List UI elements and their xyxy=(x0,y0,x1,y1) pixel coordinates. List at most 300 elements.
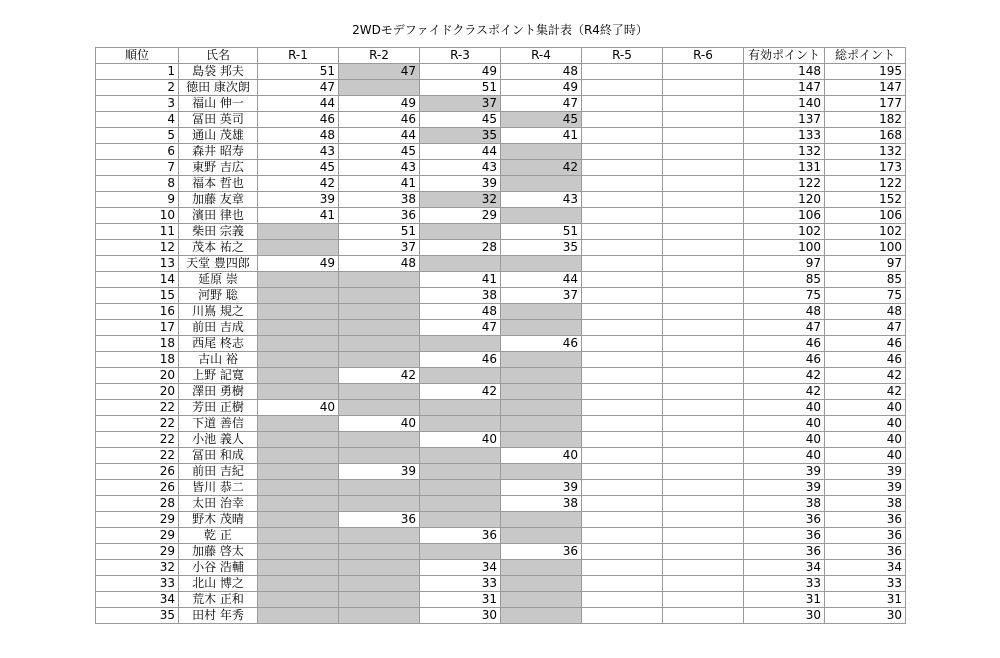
round-6-cell xyxy=(663,96,744,112)
round-2-cell xyxy=(339,448,420,464)
round-3-cell: 34 xyxy=(420,560,501,576)
round-6-cell xyxy=(663,384,744,400)
round-3-cell: 39 xyxy=(420,176,501,192)
round-6-cell xyxy=(663,176,744,192)
round-4-cell: 48 xyxy=(501,64,582,80)
name-cell: 徳田 康次朗 xyxy=(179,80,258,96)
round-6-cell xyxy=(663,128,744,144)
rank-cell: 13 xyxy=(96,256,179,272)
round-3-cell: 33 xyxy=(420,576,501,592)
table-row xyxy=(96,288,906,304)
rank-cell: 28 xyxy=(96,496,179,512)
round-1-cell: 46 xyxy=(258,112,339,128)
round-1-cell: 42 xyxy=(258,176,339,192)
round-1-cell xyxy=(258,448,339,464)
round-1-cell xyxy=(258,240,339,256)
column-header: 氏名 xyxy=(179,48,258,64)
rank-cell: 22 xyxy=(96,432,179,448)
round-1-cell: 49 xyxy=(258,256,339,272)
round-3-cell: 28 xyxy=(420,240,501,256)
round-5-cell xyxy=(582,480,663,496)
round-2-cell: 37 xyxy=(339,240,420,256)
name-cell: 冨田 和成 xyxy=(179,448,258,464)
round-5-cell xyxy=(582,80,663,96)
round-2-cell: 36 xyxy=(339,208,420,224)
rank-cell: 32 xyxy=(96,560,179,576)
table-row xyxy=(96,400,906,416)
total-points-cell: 102 xyxy=(825,224,906,240)
column-header: R-1 xyxy=(258,48,339,64)
valid-points-cell: 131 xyxy=(744,160,825,176)
total-points-cell: 46 xyxy=(825,336,906,352)
round-6-cell xyxy=(663,112,744,128)
round-3-cell: 42 xyxy=(420,384,501,400)
total-points-cell: 97 xyxy=(825,256,906,272)
round-1-cell: 43 xyxy=(258,144,339,160)
rank-cell: 22 xyxy=(96,400,179,416)
rank-cell: 22 xyxy=(96,448,179,464)
total-points-cell: 85 xyxy=(825,272,906,288)
round-4-cell xyxy=(501,352,582,368)
total-points-cell: 38 xyxy=(825,496,906,512)
round-5-cell xyxy=(582,304,663,320)
table-row xyxy=(96,512,906,528)
table-row xyxy=(96,144,906,160)
round-5-cell xyxy=(582,224,663,240)
rank-cell: 6 xyxy=(96,144,179,160)
round-4-cell xyxy=(501,416,582,432)
table-row xyxy=(96,80,906,96)
round-3-cell: 44 xyxy=(420,144,501,160)
round-3-cell: 36 xyxy=(420,528,501,544)
table-row xyxy=(96,320,906,336)
column-header: R-2 xyxy=(339,48,420,64)
total-points-cell: 40 xyxy=(825,448,906,464)
round-6-cell xyxy=(663,256,744,272)
round-3-cell xyxy=(420,496,501,512)
table-row xyxy=(96,576,906,592)
round-2-cell: 47 xyxy=(339,64,420,80)
round-4-cell xyxy=(501,432,582,448)
valid-points-cell: 31 xyxy=(744,592,825,608)
round-3-cell xyxy=(420,544,501,560)
total-points-cell: 39 xyxy=(825,464,906,480)
total-points-cell: 75 xyxy=(825,288,906,304)
valid-points-cell: 42 xyxy=(744,368,825,384)
table-row xyxy=(96,128,906,144)
name-cell: 通山 茂雄 xyxy=(179,128,258,144)
round-5-cell xyxy=(582,240,663,256)
valid-points-cell: 102 xyxy=(744,224,825,240)
rank-cell: 22 xyxy=(96,416,179,432)
name-cell: 加藤 啓太 xyxy=(179,544,258,560)
round-1-cell: 47 xyxy=(258,80,339,96)
rank-cell: 11 xyxy=(96,224,179,240)
total-points-cell: 122 xyxy=(825,176,906,192)
round-5-cell xyxy=(582,208,663,224)
round-5-cell xyxy=(582,272,663,288)
round-6-cell xyxy=(663,512,744,528)
round-4-cell xyxy=(501,304,582,320)
column-header: 順位 xyxy=(96,48,179,64)
round-4-cell: 47 xyxy=(501,96,582,112)
round-4-cell xyxy=(501,560,582,576)
rank-cell: 35 xyxy=(96,608,179,624)
table-row xyxy=(96,224,906,240)
table-row xyxy=(96,368,906,384)
round-4-cell xyxy=(501,400,582,416)
round-6-cell xyxy=(663,480,744,496)
round-4-cell xyxy=(501,384,582,400)
round-6-cell xyxy=(663,464,744,480)
round-5-cell xyxy=(582,608,663,624)
round-2-cell xyxy=(339,304,420,320)
total-points-cell: 31 xyxy=(825,592,906,608)
name-cell: 野木 茂晴 xyxy=(179,512,258,528)
rank-cell: 8 xyxy=(96,176,179,192)
total-points-cell: 48 xyxy=(825,304,906,320)
name-cell: 濱田 律也 xyxy=(179,208,258,224)
round-2-cell: 51 xyxy=(339,224,420,240)
round-3-cell: 51 xyxy=(420,80,501,96)
valid-points-cell: 48 xyxy=(744,304,825,320)
rank-cell: 29 xyxy=(96,544,179,560)
round-5-cell xyxy=(582,288,663,304)
valid-points-cell: 38 xyxy=(744,496,825,512)
name-cell: 乾 正 xyxy=(179,528,258,544)
round-3-cell: 31 xyxy=(420,592,501,608)
round-6-cell xyxy=(663,544,744,560)
round-3-cell: 45 xyxy=(420,112,501,128)
round-5-cell xyxy=(582,544,663,560)
valid-points-cell: 40 xyxy=(744,400,825,416)
valid-points-cell: 40 xyxy=(744,416,825,432)
round-1-cell xyxy=(258,384,339,400)
valid-points-cell: 132 xyxy=(744,144,825,160)
total-points-cell: 36 xyxy=(825,528,906,544)
table-row xyxy=(96,240,906,256)
round-2-cell: 43 xyxy=(339,160,420,176)
table-row xyxy=(96,432,906,448)
round-3-cell: 48 xyxy=(420,304,501,320)
round-5-cell xyxy=(582,448,663,464)
round-6-cell xyxy=(663,240,744,256)
round-3-cell: 49 xyxy=(420,64,501,80)
round-1-cell xyxy=(258,368,339,384)
name-cell: 小池 義人 xyxy=(179,432,258,448)
round-4-cell xyxy=(501,576,582,592)
round-5-cell xyxy=(582,368,663,384)
round-3-cell xyxy=(420,368,501,384)
round-2-cell xyxy=(339,496,420,512)
round-3-cell: 43 xyxy=(420,160,501,176)
round-1-cell: 40 xyxy=(258,400,339,416)
round-2-cell xyxy=(339,400,420,416)
name-cell: 延原 崇 xyxy=(179,272,258,288)
name-cell: 冨田 英司 xyxy=(179,112,258,128)
round-5-cell xyxy=(582,512,663,528)
round-4-cell: 44 xyxy=(501,272,582,288)
round-1-cell xyxy=(258,608,339,624)
round-6-cell xyxy=(663,288,744,304)
column-header: R-5 xyxy=(582,48,663,64)
name-cell: 河野 聡 xyxy=(179,288,258,304)
name-cell: 下道 善信 xyxy=(179,416,258,432)
total-points-cell: 40 xyxy=(825,432,906,448)
name-cell: 茂本 祐之 xyxy=(179,240,258,256)
total-points-cell: 147 xyxy=(825,80,906,96)
round-1-cell xyxy=(258,352,339,368)
round-2-cell xyxy=(339,576,420,592)
table-row xyxy=(96,496,906,512)
round-2-cell: 42 xyxy=(339,368,420,384)
rank-cell: 18 xyxy=(96,336,179,352)
rank-cell: 20 xyxy=(96,384,179,400)
round-3-cell xyxy=(420,512,501,528)
total-points-cell: 47 xyxy=(825,320,906,336)
total-points-cell: 34 xyxy=(825,560,906,576)
valid-points-cell: 42 xyxy=(744,384,825,400)
total-points-cell: 46 xyxy=(825,352,906,368)
round-6-cell xyxy=(663,208,744,224)
round-2-cell: 41 xyxy=(339,176,420,192)
name-cell: 太田 治幸 xyxy=(179,496,258,512)
round-6-cell xyxy=(663,192,744,208)
round-2-cell xyxy=(339,336,420,352)
header-row xyxy=(96,48,906,64)
round-2-cell xyxy=(339,320,420,336)
name-cell: 北山 博之 xyxy=(179,576,258,592)
round-4-cell xyxy=(501,592,582,608)
round-4-cell: 43 xyxy=(501,192,582,208)
valid-points-cell: 36 xyxy=(744,512,825,528)
round-6-cell xyxy=(663,496,744,512)
rank-cell: 7 xyxy=(96,160,179,176)
round-1-cell xyxy=(258,272,339,288)
round-6-cell xyxy=(663,368,744,384)
name-cell: 古山 裕 xyxy=(179,352,258,368)
round-3-cell xyxy=(420,464,501,480)
name-cell: 福山 伸一 xyxy=(179,96,258,112)
rank-cell: 14 xyxy=(96,272,179,288)
valid-points-cell: 100 xyxy=(744,240,825,256)
rank-cell: 34 xyxy=(96,592,179,608)
round-5-cell xyxy=(582,384,663,400)
round-5-cell xyxy=(582,416,663,432)
name-cell: 澤田 勇樹 xyxy=(179,384,258,400)
total-points-cell: 182 xyxy=(825,112,906,128)
valid-points-cell: 122 xyxy=(744,176,825,192)
table-body xyxy=(96,64,906,624)
valid-points-cell: 85 xyxy=(744,272,825,288)
round-4-cell xyxy=(501,144,582,160)
valid-points-cell: 39 xyxy=(744,464,825,480)
name-cell: 皆川 恭二 xyxy=(179,480,258,496)
round-6-cell xyxy=(663,416,744,432)
round-6-cell xyxy=(663,528,744,544)
round-4-cell: 40 xyxy=(501,448,582,464)
name-cell: 前田 吉紀 xyxy=(179,464,258,480)
round-4-cell: 41 xyxy=(501,128,582,144)
table-row xyxy=(96,608,906,624)
round-1-cell: 39 xyxy=(258,192,339,208)
round-6-cell xyxy=(663,304,744,320)
table-row xyxy=(96,448,906,464)
round-4-cell: 49 xyxy=(501,80,582,96)
table-row xyxy=(96,384,906,400)
round-5-cell xyxy=(582,64,663,80)
round-2-cell xyxy=(339,592,420,608)
table-row xyxy=(96,592,906,608)
total-points-cell: 42 xyxy=(825,384,906,400)
round-3-cell xyxy=(420,480,501,496)
round-4-cell: 36 xyxy=(501,544,582,560)
name-cell: 柴田 宗義 xyxy=(179,224,258,240)
round-2-cell: 36 xyxy=(339,512,420,528)
round-5-cell xyxy=(582,560,663,576)
round-2-cell xyxy=(339,432,420,448)
valid-points-cell: 47 xyxy=(744,320,825,336)
round-5-cell xyxy=(582,464,663,480)
table-row xyxy=(96,176,906,192)
round-3-cell xyxy=(420,224,501,240)
round-5-cell xyxy=(582,528,663,544)
name-cell: 川嶌 規之 xyxy=(179,304,258,320)
total-points-cell: 42 xyxy=(825,368,906,384)
round-1-cell xyxy=(258,480,339,496)
round-4-cell: 38 xyxy=(501,496,582,512)
table-row xyxy=(96,560,906,576)
round-5-cell xyxy=(582,336,663,352)
round-1-cell: 44 xyxy=(258,96,339,112)
total-points-cell: 33 xyxy=(825,576,906,592)
table-row xyxy=(96,208,906,224)
table-row xyxy=(96,480,906,496)
round-1-cell xyxy=(258,496,339,512)
valid-points-cell: 148 xyxy=(744,64,825,80)
valid-points-cell: 30 xyxy=(744,608,825,624)
round-4-cell: 45 xyxy=(501,112,582,128)
rank-cell: 4 xyxy=(96,112,179,128)
round-3-cell: 40 xyxy=(420,432,501,448)
round-4-cell: 37 xyxy=(501,288,582,304)
total-points-cell: 40 xyxy=(825,400,906,416)
round-3-cell xyxy=(420,400,501,416)
round-2-cell xyxy=(339,560,420,576)
table-row xyxy=(96,336,906,352)
round-6-cell xyxy=(663,160,744,176)
round-6-cell xyxy=(663,336,744,352)
round-5-cell xyxy=(582,112,663,128)
round-4-cell xyxy=(501,208,582,224)
round-2-cell xyxy=(339,528,420,544)
table-row xyxy=(96,528,906,544)
rank-cell: 18 xyxy=(96,352,179,368)
round-6-cell xyxy=(663,352,744,368)
round-4-cell xyxy=(501,256,582,272)
round-6-cell xyxy=(663,592,744,608)
total-points-cell: 40 xyxy=(825,416,906,432)
round-3-cell: 47 xyxy=(420,320,501,336)
round-6-cell xyxy=(663,80,744,96)
round-6-cell xyxy=(663,320,744,336)
round-6-cell xyxy=(663,224,744,240)
round-2-cell xyxy=(339,272,420,288)
column-header: R-3 xyxy=(420,48,501,64)
round-1-cell: 41 xyxy=(258,208,339,224)
round-3-cell: 46 xyxy=(420,352,501,368)
round-6-cell xyxy=(663,272,744,288)
round-1-cell: 48 xyxy=(258,128,339,144)
round-5-cell xyxy=(582,352,663,368)
round-5-cell xyxy=(582,192,663,208)
round-6-cell xyxy=(663,448,744,464)
round-1-cell xyxy=(258,576,339,592)
round-3-cell: 35 xyxy=(420,128,501,144)
round-2-cell xyxy=(339,288,420,304)
round-4-cell: 46 xyxy=(501,336,582,352)
valid-points-cell: 106 xyxy=(744,208,825,224)
column-header: 有効ポイント xyxy=(744,48,825,64)
round-2-cell xyxy=(339,544,420,560)
round-3-cell xyxy=(420,448,501,464)
table-row xyxy=(96,160,906,176)
round-3-cell: 37 xyxy=(420,96,501,112)
round-4-cell xyxy=(501,464,582,480)
round-6-cell xyxy=(663,400,744,416)
round-3-cell: 41 xyxy=(420,272,501,288)
valid-points-cell: 147 xyxy=(744,80,825,96)
column-header: 総ポイント xyxy=(825,48,906,64)
name-cell: 天堂 豊四郎 xyxy=(179,256,258,272)
round-2-cell xyxy=(339,480,420,496)
total-points-cell: 132 xyxy=(825,144,906,160)
name-cell: 田村 年秀 xyxy=(179,608,258,624)
round-1-cell xyxy=(258,512,339,528)
total-points-cell: 39 xyxy=(825,480,906,496)
round-5-cell xyxy=(582,96,663,112)
round-5-cell xyxy=(582,176,663,192)
round-4-cell: 39 xyxy=(501,480,582,496)
round-4-cell: 42 xyxy=(501,160,582,176)
round-5-cell xyxy=(582,592,663,608)
valid-points-cell: 33 xyxy=(744,576,825,592)
round-6-cell xyxy=(663,64,744,80)
name-cell: 芳田 正樹 xyxy=(179,400,258,416)
table-row xyxy=(96,112,906,128)
round-2-cell: 48 xyxy=(339,256,420,272)
round-3-cell: 38 xyxy=(420,288,501,304)
table-row xyxy=(96,192,906,208)
valid-points-cell: 36 xyxy=(744,528,825,544)
rank-cell: 9 xyxy=(96,192,179,208)
valid-points-cell: 36 xyxy=(744,544,825,560)
round-1-cell xyxy=(258,544,339,560)
sheet-title: 2WDモデファイドクラスポイント集計表（R4終了時） xyxy=(352,23,648,37)
round-4-cell xyxy=(501,512,582,528)
rank-cell: 15 xyxy=(96,288,179,304)
round-2-cell: 46 xyxy=(339,112,420,128)
round-2-cell: 38 xyxy=(339,192,420,208)
round-1-cell xyxy=(258,224,339,240)
round-2-cell: 40 xyxy=(339,416,420,432)
round-5-cell xyxy=(582,320,663,336)
valid-points-cell: 34 xyxy=(744,560,825,576)
round-6-cell xyxy=(663,576,744,592)
round-1-cell xyxy=(258,288,339,304)
round-1-cell xyxy=(258,464,339,480)
rank-cell: 26 xyxy=(96,464,179,480)
